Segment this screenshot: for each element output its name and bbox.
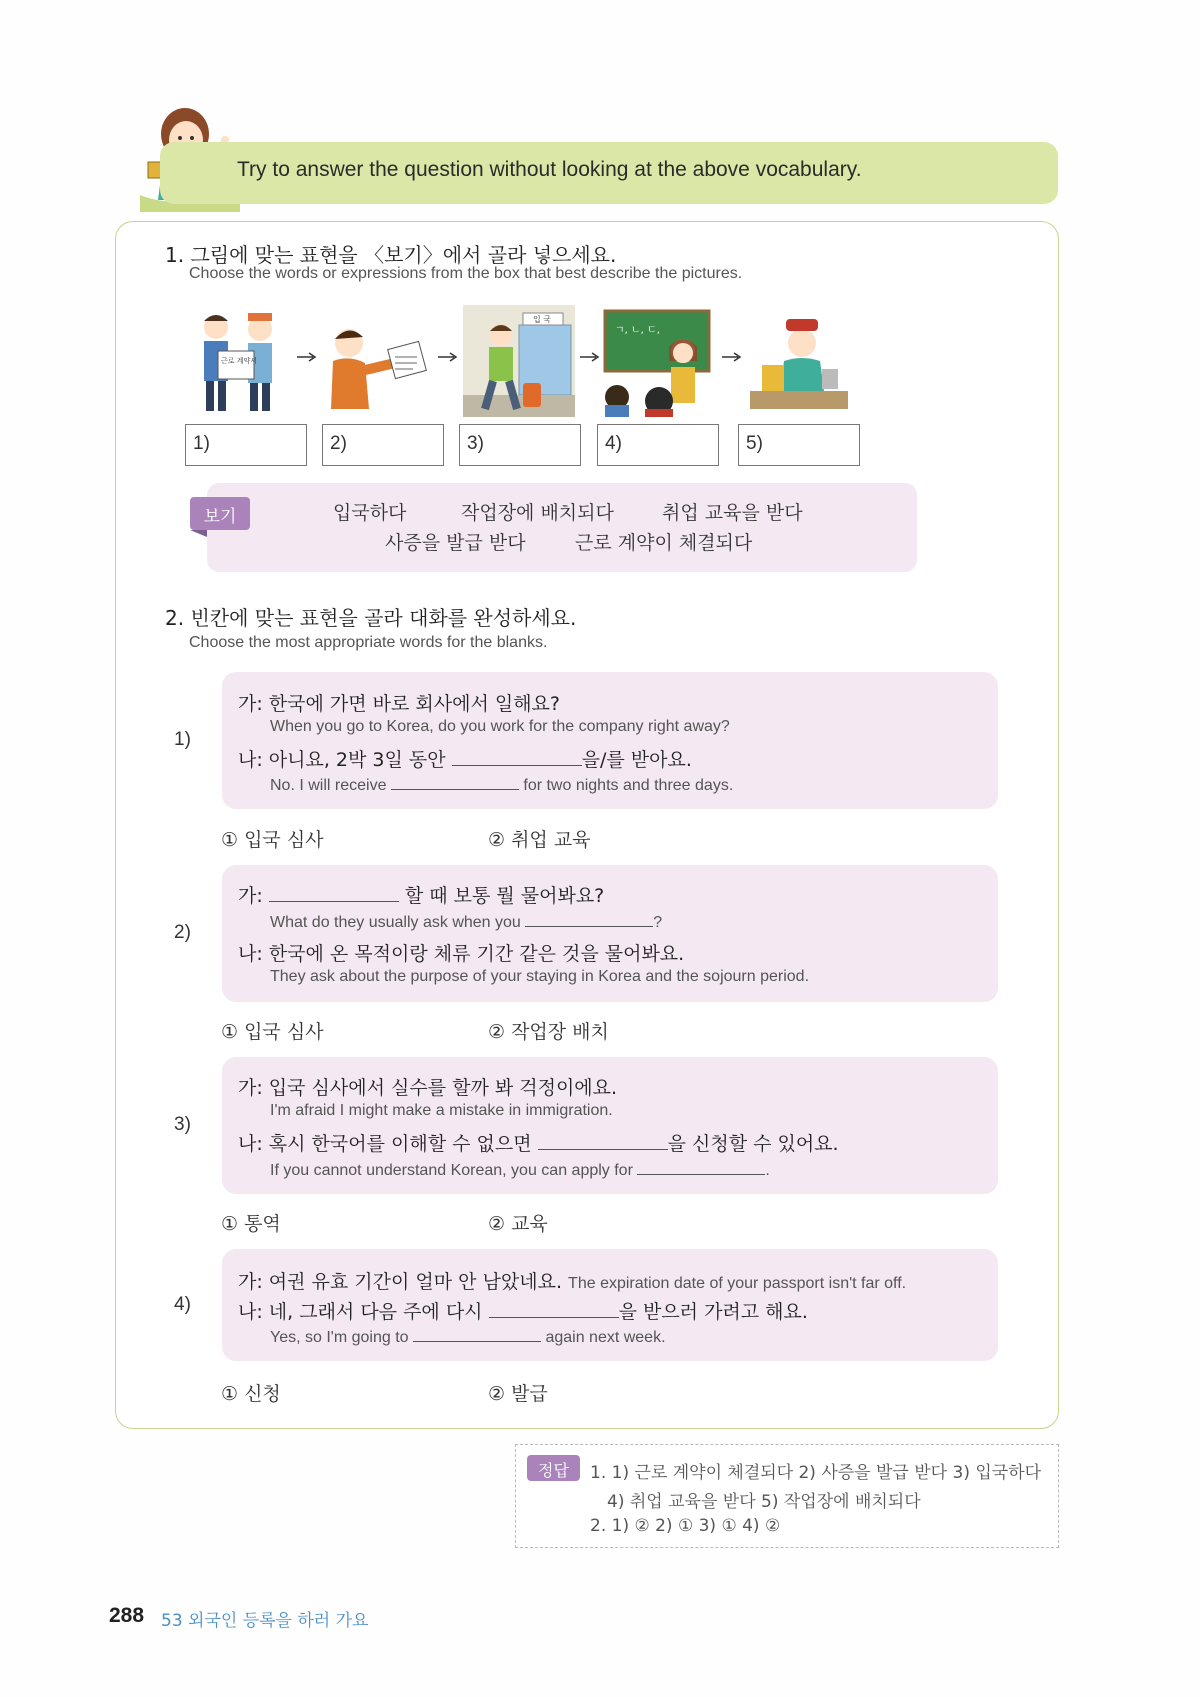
bogi-word: 사증을 발급 받다 [385, 532, 526, 554]
blank[interactable] [413, 1326, 541, 1342]
answer-box-4[interactable]: 4) [597, 424, 719, 466]
blank[interactable] [391, 774, 519, 790]
page-number: 288 [109, 1604, 145, 1627]
answer-key-line: 2. 1) ② 2) ① 3) ① 4) ② [590, 1516, 781, 1536]
dialog-line-ga-en: The expiration date of your passport isn't far off. [568, 1275, 907, 1292]
dialog-line-na-en: They ask about the purpose of your staying in Korea and the sojourn period. [270, 968, 810, 985]
dialog-line-na: 나: 아니요, 2박 3일 동안 을/를 받아요. [238, 749, 692, 771]
dialog-line-na: 나: 혹시 한국어를 이해할 수 없으면 을 신청할 수 있어요. [238, 1133, 839, 1155]
bogi-tag-tail [190, 530, 207, 537]
answer-box-2[interactable]: 2) [322, 424, 444, 466]
answer-key-label: 정답 [527, 1455, 580, 1481]
instruction-text: Try to answer the question without looking at the above vocabulary. [237, 158, 862, 181]
bogi-word: 근로 계약이 체결되다 [575, 532, 753, 554]
option-2[interactable]: ② 작업장 배치 [488, 1021, 609, 1043]
chapter-title: 53 외국인 등록을 하러 가요 [161, 1611, 369, 1631]
option-1[interactable]: ① 입국 심사 [221, 1021, 324, 1043]
answer-box-1[interactable]: 1) [185, 424, 307, 466]
item-number: 4) [174, 1294, 191, 1315]
bogi-box [207, 483, 917, 572]
answer-key-line: 1. 1) 근로 계약이 체결되다 2) 사증을 발급 받다 3) 입국하다 [590, 1463, 1042, 1483]
option-2[interactable]: ② 발급 [488, 1383, 548, 1405]
blank[interactable] [538, 1131, 668, 1150]
q1-subtitle: Choose the words or expressions from the box that best describe the pictures. [189, 265, 743, 282]
q2-subtitle: Choose the most appropriate words for the blanks. [189, 634, 548, 651]
dialog-line-ga-en: I'm afraid I might make a mistake in immigration. [270, 1102, 613, 1119]
bogi-word: 작업장에 배치되다 [461, 502, 614, 524]
dialog-line-na-en: Yes, so I'm going to again next week. [270, 1326, 666, 1347]
contract-signing-picture [190, 305, 288, 417]
q2-title: 2. 빈칸에 맞는 표현을 골라 대화를 완성하세요. [165, 606, 577, 630]
contract-sign-text: 근로 계약서 [221, 357, 258, 365]
bogi-label: 보기 [190, 497, 250, 530]
entry-sign-text: 입 국 [533, 315, 551, 324]
dialog-line-na-en: No. I will receive for two nights and three days. [270, 774, 733, 795]
dialog-line-ga-en: When you go to Korea, do you work for the company right away? [270, 718, 730, 735]
item-number: 1) [174, 729, 191, 750]
option-2[interactable]: ② 교육 [488, 1213, 548, 1235]
dialog-line-ga-en: What do they usually ask when you ? [270, 911, 662, 932]
option-1[interactable]: ① 신청 [221, 1383, 281, 1405]
dialog-line-ga: 가: 입국 심사에서 실수를 할까 봐 걱정이에요. [238, 1077, 618, 1099]
blank[interactable] [269, 883, 399, 902]
visa-issue-picture [325, 305, 430, 417]
entry-picture [463, 305, 575, 417]
board-text: ㄱ, ㄴ, ㄷ, [615, 325, 660, 336]
q1-title: 1. 그림에 맞는 표현을 〈보기〉에서 골라 넣으세요. [165, 243, 617, 267]
item-number: 3) [174, 1114, 191, 1135]
blank[interactable] [489, 1299, 619, 1318]
blank[interactable] [452, 747, 582, 766]
job-training-picture [603, 305, 715, 417]
option-1[interactable]: ① 입국 심사 [221, 829, 324, 851]
arrow-icon [438, 351, 458, 363]
dialog-line-ga: 가: 할 때 보통 뭘 물어봐요? [238, 885, 605, 907]
answer-box-5[interactable]: 5) [738, 424, 860, 466]
dialog-line-ga: 가: 한국에 가면 바로 회사에서 일해요? [238, 693, 560, 715]
blank[interactable] [525, 911, 653, 927]
answer-box-3[interactable]: 3) [459, 424, 581, 466]
workplace-picture [748, 305, 850, 417]
bogi-word: 입국하다 [333, 502, 407, 524]
dialog-line-na-en: If you cannot understand Korean, you can apply for . [270, 1159, 770, 1180]
option-2[interactable]: ② 취업 교육 [488, 829, 591, 851]
instruction-banner [160, 142, 1058, 204]
arrow-icon [722, 351, 742, 363]
answer-key-line: 4) 취업 교육을 받다 5) 작업장에 배치되다 [607, 1492, 921, 1512]
dialog-line-ga: 가: 여권 유효 기간이 얼마 안 남았네요. The expiration date of your passport isn't far off. [238, 1271, 907, 1293]
arrow-icon [580, 351, 600, 363]
bogi-word: 취업 교육을 받다 [662, 502, 803, 524]
dialog-line-na: 나: 한국에 온 목적이랑 체류 기간 같은 것을 물어봐요. [238, 943, 685, 965]
arrow-icon [297, 351, 317, 363]
blank[interactable] [637, 1159, 765, 1175]
item-number: 2) [174, 922, 191, 943]
dialog-line-na: 나: 네, 그래서 다음 주에 다시 을 받으러 가려고 해요. [238, 1301, 808, 1323]
option-1[interactable]: ① 통역 [221, 1213, 281, 1235]
